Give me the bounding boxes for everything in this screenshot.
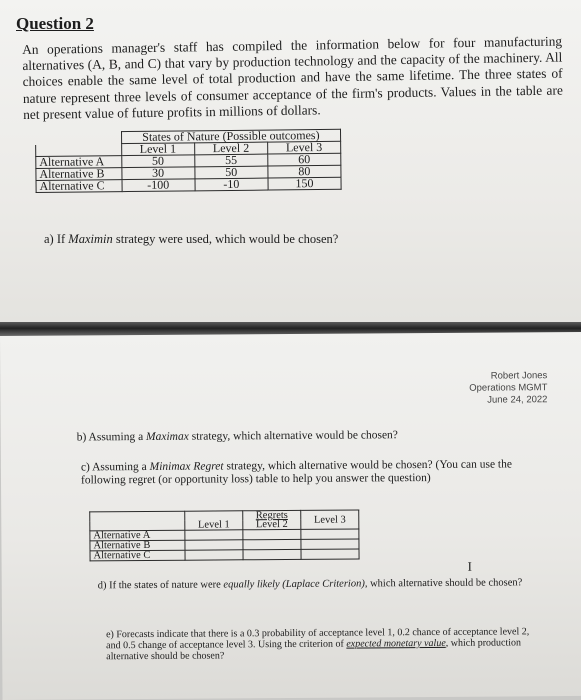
regret-level-3: Level 3 [301,510,359,529]
regret-cell [185,530,243,540]
question-e [106,626,536,662]
question-b-emphasis: Maximax [145,430,189,443]
question-b [77,429,398,444]
payoff-empty-corner [36,132,122,145]
payoff-cell: 55 [195,154,268,167]
author-name: Robert Jones [490,370,548,382]
payoff-cell: 150 [268,177,341,190]
regret-level-2: Level 2 [243,520,301,530]
question-c [81,458,531,487]
payoff-row-label: Alternative C [36,180,122,193]
regret-cell [185,540,243,550]
regret-cell [243,549,301,559]
question-sheet-bottom [0,332,581,700]
payoff-cell: 50 [121,155,194,168]
question-a-prefix: a) If [44,232,69,246]
regret-group-header-text: Regrets [255,509,288,522]
question-intro: An operations manager's staff has compiled the information below for four manufacturing alternatives (A, B, and C) that vary by production technology and the capacity of the machinery. All choices enable the same level of total production and have the same lifetime. The three states of nature represent three levels of consumer acceptance of the firm's products. Values in the table are net present value of future profits in millions of dollars. [22,33,563,122]
regret-cell [185,550,243,560]
question-c-suffix: strategy, which alternative would be chosen? (You can use the following regret (or opportunity loss) table to help you answer the question) [80,458,513,487]
text-cursor-icon: I [467,558,473,574]
regret-cell [243,529,301,539]
regret-table [89,509,359,561]
question-b-suffix: strategy, which alternative would be chosen? [188,429,398,443]
payoff-table [35,129,342,193]
question-d-prefix: d) If the states of nature were [97,579,224,592]
payoff-row-label: Alternative A [36,156,122,169]
question-d [98,576,538,592]
question-sheet-top [0,0,581,322]
payoff-cell: 50 [195,166,268,179]
question-e-suffix: , which production alternative should be chosen? [106,637,522,663]
regret-row-label: Alternative C [90,550,185,561]
payoff-level-3: Level 3 [267,141,340,154]
regret-level-1: Level 1 [185,511,243,530]
payoff-cell: 80 [268,165,341,178]
question-a-suffix: strategy were used, which would be chosen? [112,232,339,246]
payoff-group-header: States of Nature (Possible outcomes) [121,129,340,143]
regret-cell [301,529,359,539]
payoff-level-1: Level 1 [121,143,194,156]
document-date: June 24, 2022 [487,394,548,406]
question-c-emphasis: Minimax Regret [149,460,224,473]
regret-empty-corner [90,511,185,531]
question-b-prefix: b) Assuming a [76,430,147,444]
payoff-cell: -10 [195,178,268,191]
question-d-suffix: , which alternative should be chosen? [364,577,523,590]
payoff-cell: 30 [122,167,195,180]
payoff-row-label: Alternative B [36,168,122,181]
question-a-emphasis: Maximin [68,232,113,246]
question-a [44,232,338,247]
regret-cell [243,539,301,549]
author-signature [469,370,547,407]
table-row [36,177,341,192]
regret-cell [301,539,359,549]
question-heading: Question 2 [16,14,94,33]
payoff-level-2: Level 2 [194,142,267,155]
regret-row-label: Alternative B [90,540,185,551]
payoff-cell: 60 [268,153,341,166]
regret-cell [301,549,359,559]
regret-row-label: Alternative A [90,530,185,541]
question-d-emphasis: equally likely (Laplace Criterion) [223,578,365,591]
payoff-cell: -100 [122,179,195,192]
question-c-prefix: c) Assuming a [80,460,150,474]
table-row [90,549,359,561]
course-name: Operations MGMT [469,382,548,394]
question-e-emphasis: expected monetary value [346,637,446,650]
question-e-prefix: e) Forecasts indicate that there is a 0.3 probability of acceptance level 1, 0.2 chance of acceptance level 2, and 0.5 change of acceptance level 3. Using the criterion of [106,626,530,652]
regret-header-row [90,510,359,521]
